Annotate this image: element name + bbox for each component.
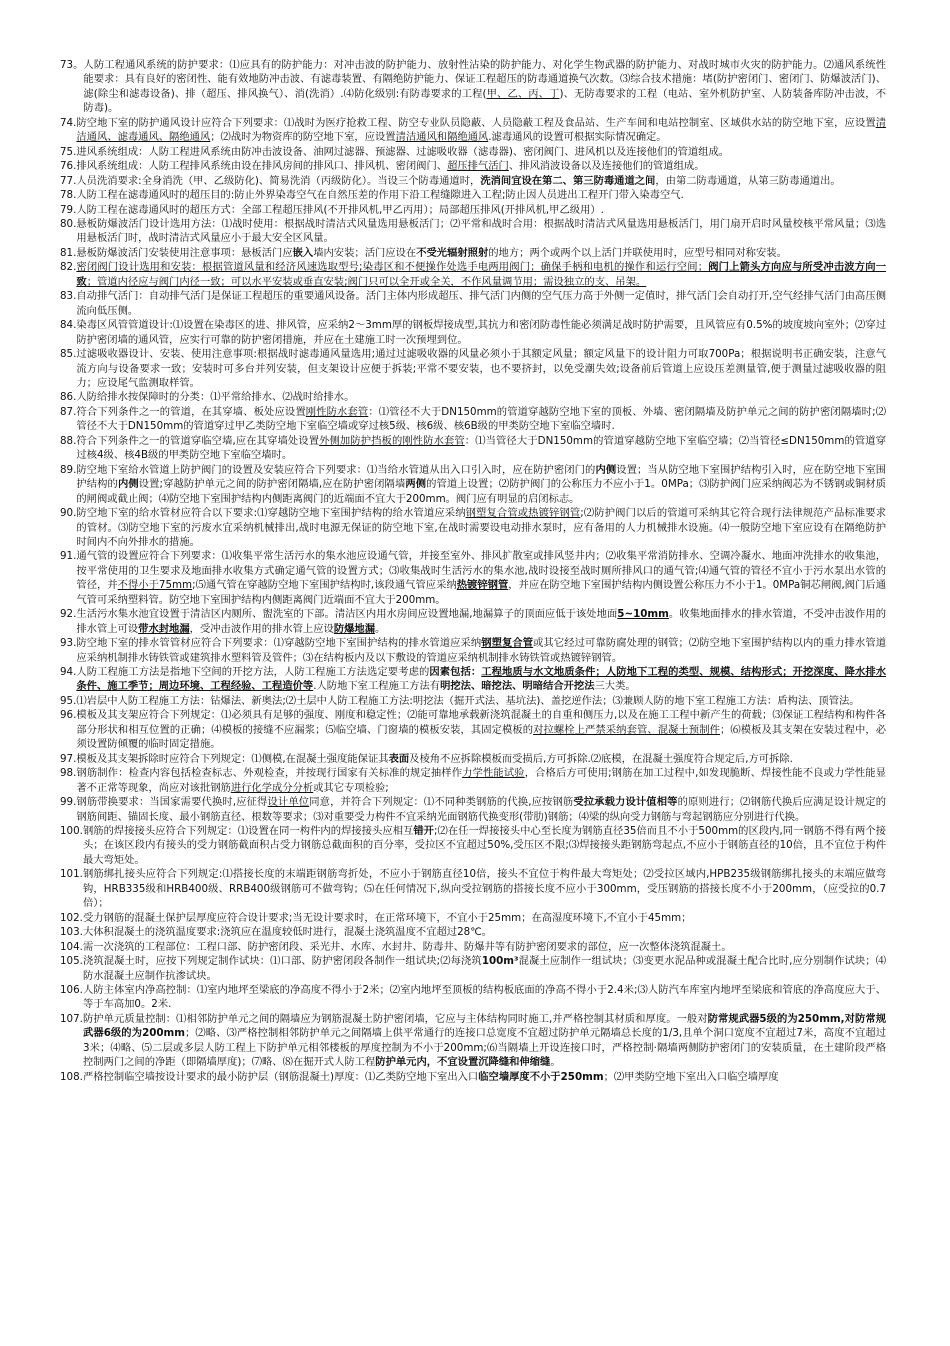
list-item xyxy=(60,607,886,636)
item-text: 模板及其支架拆除时应符合下列规定：⑴侧模,在混凝土强度能保证其表面及棱角不应拆除模板而受损后,方可拆除.⑵底模，在混凝土强度符合规定后,方可拆除. xyxy=(76,752,793,765)
list-item xyxy=(60,665,886,694)
item-text: 钢筋的焊接接头应符合下列规定：⑴设置在同一构件内的焊接接头应相互错开;⑵在任一焊接接头中心至长度为钢筋直径35倍而且不小于500mm的区段内,同一钢筋不得有两个接头；在该区段内有接头的受力钢筋截面积占受力钢筋总截面积的百分率，受拉区不宜超过50%,受压区不限;⑶焊接接头距钢筋弯起点,不应小于钢筋直径的10倍，且不宜位于构件最大弯矩处。 xyxy=(82,825,887,866)
list-item xyxy=(60,260,886,289)
list-item xyxy=(60,925,886,939)
list-item xyxy=(60,766,886,795)
item-text: 通气管的设置应符合下列要求：⑴收集平常生活污水的集水池应设通气管，并接至室外、排风扩散室或排风竖井内；⑵收集平常消防排水、空调冷凝水、地面冲洗排水的收集池，按平常使用的卫生要求及地面排水收集方式确定通气管的设置方式；⑶收集战时生活污水的集水池,战时设接至战时厕所排风口的通气管;⑷通气管的管径不宜小于污水泵出水管的管径，并不得小于75mm;⑸通气管在穿越防空地下室围护结构时,该段通气管应采纳热镀锌钢管，并应在防空地下室围护结构内侧设置公称压力不小于1。0MPa铜芯闸阀,阀门后通气管可采纳塑料管。防空地下室围护结构内侧距离阀门近端面不宜大于200mm。 xyxy=(76,550,886,606)
item-text: 需一次浇筑的工程部位：工程口部、防护密闭段、采光井、水库、水封井、防毒井、防爆井等有防护密闭要求的部位，应一次整体浇筑混凝土。 xyxy=(82,940,732,953)
list-item xyxy=(60,708,886,751)
item-text: 人防工程在滤毒通风时的超压方式：全部工程超压排风(不开排风机,甲乙丙用）；局部超压排风(开排风机,甲乙级用）. xyxy=(76,203,604,216)
item-text: 排风系统组成：人防工程排风系统由设在排风房间的排风口、排风机、密闭阀门、超压排气活门、排风消波设备以及连接他们的管道组成。 xyxy=(76,160,705,173)
list-item xyxy=(60,824,886,867)
list-item xyxy=(60,145,886,159)
item-number: 83. xyxy=(60,290,77,303)
list-item xyxy=(60,867,886,910)
item-text: 染毒区风管管道设计:⑴设置在染毒区的进、排风管，应采纳2～3mm厚的钢板焊接成型,其抗力和密闭防毒性能必须满足战时防护需要，且风管应有0.5%的坡度坡向室外；⑵穿过防护密闭墙的通风管，应实行可靠的防护密闭措施，并应在土建施工时一次预埋到位。 xyxy=(76,319,886,346)
item-number: 93. xyxy=(60,637,77,650)
list-item xyxy=(60,58,886,116)
item-text: 防空地下室的排水管管材应符合下列要求：⑴穿越防空地下室围护结构的排水管道应采纳钢塑复合管或其它经过可靠防腐处理的钢管；⑵防空地下室围护结构以内的重力排水管道应采纳机制排水铸铁管或建筑排水塑料管及管件；⑶在结构板内及以下敷设的管道应采纳机制排水铸铁管或热镀锌钢管。 xyxy=(76,637,887,664)
item-number: 84. xyxy=(60,319,77,332)
item-number: 96. xyxy=(60,709,77,722)
list-item xyxy=(60,347,886,390)
item-number: 78. xyxy=(60,189,77,202)
item-number: 82. xyxy=(60,261,77,274)
list-item xyxy=(60,246,886,260)
item-text: 钢筋带换要求：当国家需要代换时,应征得设计单位同意，并符合下列规定：⑴不同种类钢筋的代换,应按钢筋受拉承载力设计值相等的原则进行；⑵钢筋代换后应满足设计规定的钢筋间距、锚固长度、最小钢筋直径、根数等要求；⑶对重要受力构件不宜采纳光面钢筋代换变形(带肋)钢筋；⑷梁的纵向受力钢筋与弯起钢筋应分别进行代换。 xyxy=(76,796,887,823)
item-text: 防空地下室的防护通风设计应符合下列要求：⑴战时为医疗抢救工程、防空专业队员隐蔽、人员隐蔽工程及食品站、生产车间和电站控制室、区域供水站的防空地下室，应设置清洁通风、滤毒通风、隔绝通风；⑵战时为物资库的防空地下室，应设置清洁通风和隔绝通风.滤毒通风的设置可根据实际情况确定。 xyxy=(76,116,886,144)
item-text: 进风系统组成：人防工程进风系统由防冲击波设备、油网过滤器、预滤器、过滤吸收器（滤毒器)、密闭阀门、进风机以及连接他们的管道组成。 xyxy=(76,145,730,158)
item-text: 人员洗消要求:全身消洗（甲、乙级防化)、简易洗消（丙级防化）。当设三个防毒通道时，洗消间宜设在第二、第三防毒通道之间，由第二防毒通道，从第三防毒通道出。 xyxy=(76,174,841,187)
list-item xyxy=(60,203,886,217)
item-text: 人防工程施工方法是指地下空间的开挖方法，人防工程施工方法选定要考虑的因素包括：工程地质与水文地质条件；人防地下工程的类型、规模、结构形式；开挖深度、降水排水条件、施工季节；周边环境、工程经验、工程造价等.人防地下室工程施工方法有明挖法、暗挖法、明暗结合开挖法三大类。 xyxy=(76,666,887,693)
item-text: 生活污水集水池宜设置于清洁区内厕所、盥洗室的下部。清洁区内用水房间应设置地漏,地漏算子的顶面应低于该处地面5~10mm。收集地面排水的排水管道，不受冲击波作用的排水管上可设带水封地漏，受冲击波作用的排水管上应设防爆地漏。 xyxy=(76,608,886,635)
list-item xyxy=(60,174,886,188)
list-item xyxy=(60,694,886,708)
list-item xyxy=(60,434,886,463)
numbered-notes-list xyxy=(60,58,886,1084)
item-text: 过滤吸收器设计、安装、使用注意事项:根据战时滤毒通风量选用;通过过滤吸收器的风量必须小于其额定风量；额定风量下的设计阻力可取700Pa；根据说明书正确安装，注意气流方向与设备要求一致；安装时可多台并列安装，但支架设计应便于拆装;平常不要安装，也不要挤封，以免受潮失效;设备前后管道上应设压差测量管,便于测量过滤吸收器的阻力；应设尾气监测取样管。 xyxy=(76,348,886,389)
item-number: 105. xyxy=(60,955,83,968)
item-text: 符合下列条件之一的管道，在其穿墙、板处应设置刚性防水套管：⑴管径不大于DN150mm的管道穿越防空地下室的顶板、外墙、密闭隔墙及防护单元之间的防护密闭隔墙时;⑵管径不大于DN150mm的管道穿过甲乙类防空地下室临空墙或穿过核5级、核6级、核6B级的甲类防空地下室临空墙时. xyxy=(76,405,887,433)
item-text: 模板及其支架应符合下列规定：⑴必须具有足够的强度、刚度和稳定性；⑵能可靠地承载新浇筑混凝土的自重和侧压力,以及在施工工程中新产生的荷载；⑶保证工程结构和构件各部分形状和相互位置的正确；⑷模板的接缝不应漏浆；⑸临空墙、门窗墙的模板安装，其固定模板的对拉螺栓上严禁采纳套管、混凝土预制件；⑹模板及其支架在安装过程中，必须设置防倾覆的临时固定措施。 xyxy=(76,709,887,751)
item-number: 87. xyxy=(60,405,77,418)
item-number: 95. xyxy=(60,694,77,707)
item-number: 101. xyxy=(60,868,83,881)
item-text: 符合下列条件之一的管道穿临空墙,应在其穿墙处设置外侧加防护挡板的刚性防水套管：⑴当管径大于DN150mm的管道穿越防空地下室临空墙；⑵当管径≤DN150mm的管道穿过核4级、核4B级的甲类防空地下室临空墙时。 xyxy=(76,434,886,462)
item-number: 89. xyxy=(60,463,77,476)
list-item xyxy=(60,217,886,246)
list-item xyxy=(60,940,886,954)
item-number: 85. xyxy=(60,348,77,361)
item-number: 99. xyxy=(60,796,77,809)
item-text: 防护单元质量控制：⑴相邻防护单元之间的隔墙应为钢筋混凝土防护密闭墙，它应与主体结构同时施工,并严格控制其材质和厚度。一般对防常规武器5级的为250mm,对防常规武器6级的为200mm；⑵略、⑶严格控制相邻防护单元之间隔墙上供平常通行的连接口总宽度不宜超过防护单元隔墙总长度的1/3,且单个洞口宽度不宜超过7米，高度不宜超过3米；⑷略、⑸二层或多层人防工程上下防护单元相邻楼板的厚度控制为不小于200mm;⑹当隔墙上开设连接口时，严格控制·隔墙两侧防护密闭门的安装质量，在土建阶段严格控制两门之间的净距（即隔墙厚度)；⑺略、⑻在掘开式人防工程防护单元内，不宜设置沉降缝和伸缩缝。 xyxy=(82,1012,887,1069)
list-item xyxy=(60,188,886,202)
list-item xyxy=(60,752,886,766)
item-text: 自动排气活门：自动排气活门是保证工程超压的重要通风设备。活门主体内形成超压、排气活门内侧的空气压力高于外侧一定值时，排气活门会自动打开,空气经排气活门由高压侧流向低压侧。 xyxy=(76,290,886,317)
item-number: 104. xyxy=(60,940,83,953)
item-text: 人防工程在滤毒通风时的超压目的:防止外界染毒空气在自然压差的作用下沿工程缝隙进入工程;防止因人员进出工程开门带入染毒空气. xyxy=(76,189,684,202)
item-text: 浇筑混凝土时，应按下列规定制作试块：⑴口部、防护密闭段各制作一组试块;⑵每浇筑100m³混凝土应制作一组试块；⑶变更水泥品种或混凝土配合比时,应分别制作试块；⑷防水混凝土应制作抗渗试块。 xyxy=(82,955,887,982)
item-number: 76. xyxy=(60,160,77,173)
list-item xyxy=(60,506,886,549)
item-number: 75. xyxy=(60,145,77,158)
item-text: 人防主体室内净高控制：⑴室内地坪至梁底的净高度不得小于2米；⑵室内地坪至顶板的结构板底面的净高不得小于2.4米;⑶人防汽车库室内地坪至梁底和管底的净高度应大于、等于车高加0。2米. xyxy=(82,984,886,1011)
item-text: 钢筋绑扎接头应符合下列规定:⑴搭接长度的末端距钢筋弯折处，不应小于钢筋直径10倍，接头不宜位于构件最大弯矩处；⑵受拉区域内,HPB235级钢筋绑扎接头的末端应做弯钩，HRB335级和HRB400级、RRB400级钢筋可不做弯钩；⑸在任何情况下,纵向受拉钢筋的搭接长度不应小于300mm，受压钢筋的搭接长度不小于200mm，（应受拉的0.7倍）； xyxy=(82,868,886,910)
item-number: 103. xyxy=(60,926,83,939)
list-item xyxy=(60,289,886,318)
item-text: 防空地下室的给水管材应符合以下要求:⑴穿越防空地下室围护结构的给水管道应采纳钢塑复合管或热镀锌钢管;⑵防护阀门以后的管道可采纳其它符合现行法律规范产品标准要求的管材。⑶防空地下室的污废水宜采纳机械排出,战时电源无保证的防空地下室,在战时需要设电动排水泵时，应有备用的人力机械排水设施。⑷一般防空地下室应设有在隔绝防护时间内不向外排水的措施。 xyxy=(76,507,887,548)
list-item xyxy=(60,983,886,1012)
list-item xyxy=(60,549,886,607)
list-item xyxy=(60,636,886,665)
item-text: ⑴岩层中人防工程施工方法：钻爆法、新奥法;⑵土层中人防工程施工方法:明挖法（掘开式法、基坑法)、盖挖逆作法；⑶兼顾人防的地下室工程施工方法：盾构法、顶管法。 xyxy=(76,694,860,707)
item-text: 防空地下室给水管道上防护阀门的设置及安装应符合下列要求：⑴当给水管道从出入口引入时，应在防护密闭门的内侧设置；当从防空地下室围护结构引入时，应在防空地下室围护结构的内侧设置;穿越防护单元之间的防护密闭隔墙,应在防护密闭隔墙两侧的管道上设置；⑵防护阀门的公称压力不应小于1。0MPa；⑶防护阀门应采纳阀芯为不锈钢或铜材质的闸阀或截止阀；⑷防空地下室围护结构内侧距离阀门的近端面不宜大于200mm。阀门应有明显的启闭标志。 xyxy=(76,463,887,505)
item-number: 94. xyxy=(60,666,77,679)
list-item xyxy=(60,318,886,347)
item-text: 钢筋制作：检查内容包括检查标志、外观检查，并按现行国家有关标准的规定抽样作力学性能试验，合格后方可使用;钢筋在加工过程中,如发现脆断、焊接性能不良或力学性能显著不正常等现象，尚应对该批钢筋进行化学成分分析或其它专项检验; xyxy=(76,767,887,794)
list-item xyxy=(60,405,886,434)
item-text: 人防给排水按保障时的分类：⑴平常给排水、⑵战时给排水。 xyxy=(76,391,355,404)
item-text: 严格控制临空墙按设计要求的最小防护层（钢筋混凝土)厚度：⑴乙类防空地下室出入口临空墙厚度不小于250mm；⑵甲类防空地下室出入口临空墙厚度 xyxy=(82,1070,779,1083)
item-text: 人防工程通风系统的防护要求：⑴应具有的防护能力：对冲击波的防护能力、放射性沾染的防护能力、对化学生物武器的防护能力、对战时城市火灾的防护能力。⑵通风系统性能要求：具有良好的密闭性、能有效地防冲击波、有滤毒装置、有隔绝防护能力、保证工程超压的防毒通道换气次数。⑶综合技术措施：堵(防护密闭门、密闭门、防爆波活门)、滤(除尘和滤毒设备)、排（超压、排风换气）、消(洗消）.⑷防化级别:有防毒要求的工程(甲、乙、丙、丁)、无防毒要求的工程（电站、室外机防护室、人防装备库防冲击波，不防毒)。 xyxy=(83,59,886,115)
item-number: 98. xyxy=(60,767,77,780)
list-item xyxy=(60,116,886,145)
item-text: 大体积混凝土的浇筑温度要求:浇筑应在温度较低时进行，混凝土浇筑温度不宜超过28℃。 xyxy=(82,926,493,939)
item-text: 悬板防爆波活门安装使用注意事项：悬板活门应嵌入墙内安装；活门应设在不受光辐射照射的地方；两个或两个以上活门并联使用时，应型号相同对称安装。 xyxy=(76,246,787,259)
item-number: 108. xyxy=(60,1070,83,1083)
item-number: 107. xyxy=(60,1012,83,1025)
item-text: 悬板防爆波活门设计选用方法：⑴战时使用：根据战时清洁式风量选用悬板活门；⑵平常和战时合用：根据战时清洁式风量选用悬板活门，用门扇开启时风量校核平常风量；⑶选用悬板活门时，战时清洁式风量应小于最大安全区风量。 xyxy=(76,217,886,245)
list-item xyxy=(60,463,886,506)
item-number: 80. xyxy=(60,217,77,230)
item-number: 77. xyxy=(60,174,77,187)
item-number: 79. xyxy=(60,203,77,216)
item-number: 100. xyxy=(60,825,83,838)
list-item xyxy=(60,1070,886,1084)
item-number: 81. xyxy=(60,246,77,259)
list-item xyxy=(60,159,886,173)
item-text: 密闭阀门设计选用和安装：根据管道风量和经济风速选取型号;染毒区和不便操作处选手电两用阀门；确保手柄和电机的操作和运行空间；阀门上箭头方向应与所受冲击波方向一致；管道内径应与阀门内径一致；可以水平安装或垂直安装;阀门只可以全开或全关，不作风量调节用；需设独立的支、吊架。 xyxy=(76,261,887,288)
list-item xyxy=(60,795,886,824)
item-number: 97. xyxy=(60,752,77,765)
item-text: 受力钢筋的混凝土保护层厚度应符合设计要求;当无设计要求时，在正常环境下，不宜小于25mm；在高湿度环境下,不宜小于45mm； xyxy=(82,911,692,924)
item-number: 74. xyxy=(60,116,77,129)
item-number: 92. xyxy=(60,608,77,621)
item-number: 102. xyxy=(60,911,83,924)
item-number: 106. xyxy=(60,984,83,996)
list-item xyxy=(60,954,886,983)
list-item xyxy=(60,390,886,404)
item-number: 73。 xyxy=(60,59,84,71)
item-number: 88. xyxy=(60,434,77,447)
item-number: 90. xyxy=(60,507,77,520)
item-number: 91. xyxy=(60,550,77,563)
item-number: 86. xyxy=(60,391,77,404)
list-item xyxy=(60,1012,886,1070)
list-item xyxy=(60,911,886,925)
